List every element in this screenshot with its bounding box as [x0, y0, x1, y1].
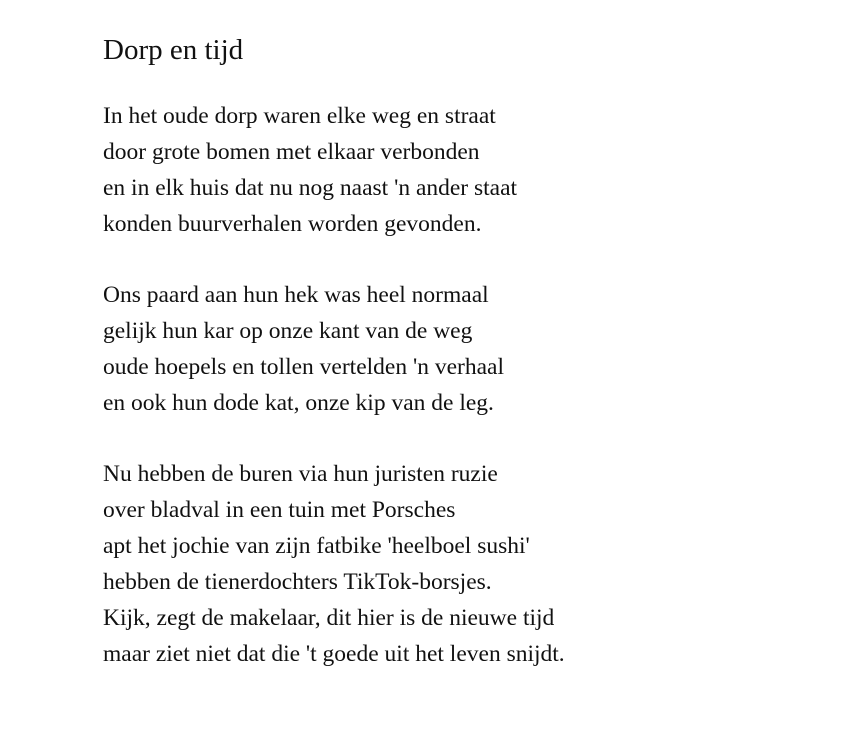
- poem-line: konden buurverhalen worden gevonden.: [103, 211, 482, 237]
- poem-line: oude hoepels en tollen vertelden 'n verhaal: [103, 354, 504, 380]
- poem-line: hebben de tienerdochters TikTok-borsjes.: [103, 569, 492, 595]
- poem-line: door grote bomen met elkaar verbonden: [103, 139, 480, 165]
- stanza-2: [103, 277, 823, 421]
- poem-line: Ons paard aan hun hek was heel normaal: [103, 282, 489, 308]
- poem-line: apt het jochie van zijn fatbike 'heelboel sushi': [103, 533, 530, 559]
- poem-title: Dorp en tijd: [103, 34, 244, 66]
- poem-line: en ook hun dode kat, onze kip van de leg.: [103, 390, 494, 416]
- poem-line: gelijk hun kar op onze kant van de weg: [103, 318, 473, 344]
- poem: [103, 30, 823, 672]
- poem-line: Kijk, zegt de makelaar, dit hier is de nieuwe tijd: [103, 605, 555, 631]
- poem-line: In het oude dorp waren elke weg en straat: [103, 103, 496, 129]
- stanza-3: [103, 456, 823, 672]
- stanza-1: [103, 98, 823, 242]
- poem-line: maar ziet niet dat die 't goede uit het leven snijdt.: [103, 641, 565, 667]
- poem-line: Nu hebben de buren via hun juristen ruzie: [103, 461, 498, 487]
- poem-line: over bladval in een tuin met Porsches: [103, 497, 456, 523]
- poem-line: en in elk huis dat nu nog naast 'n ander staat: [103, 175, 518, 201]
